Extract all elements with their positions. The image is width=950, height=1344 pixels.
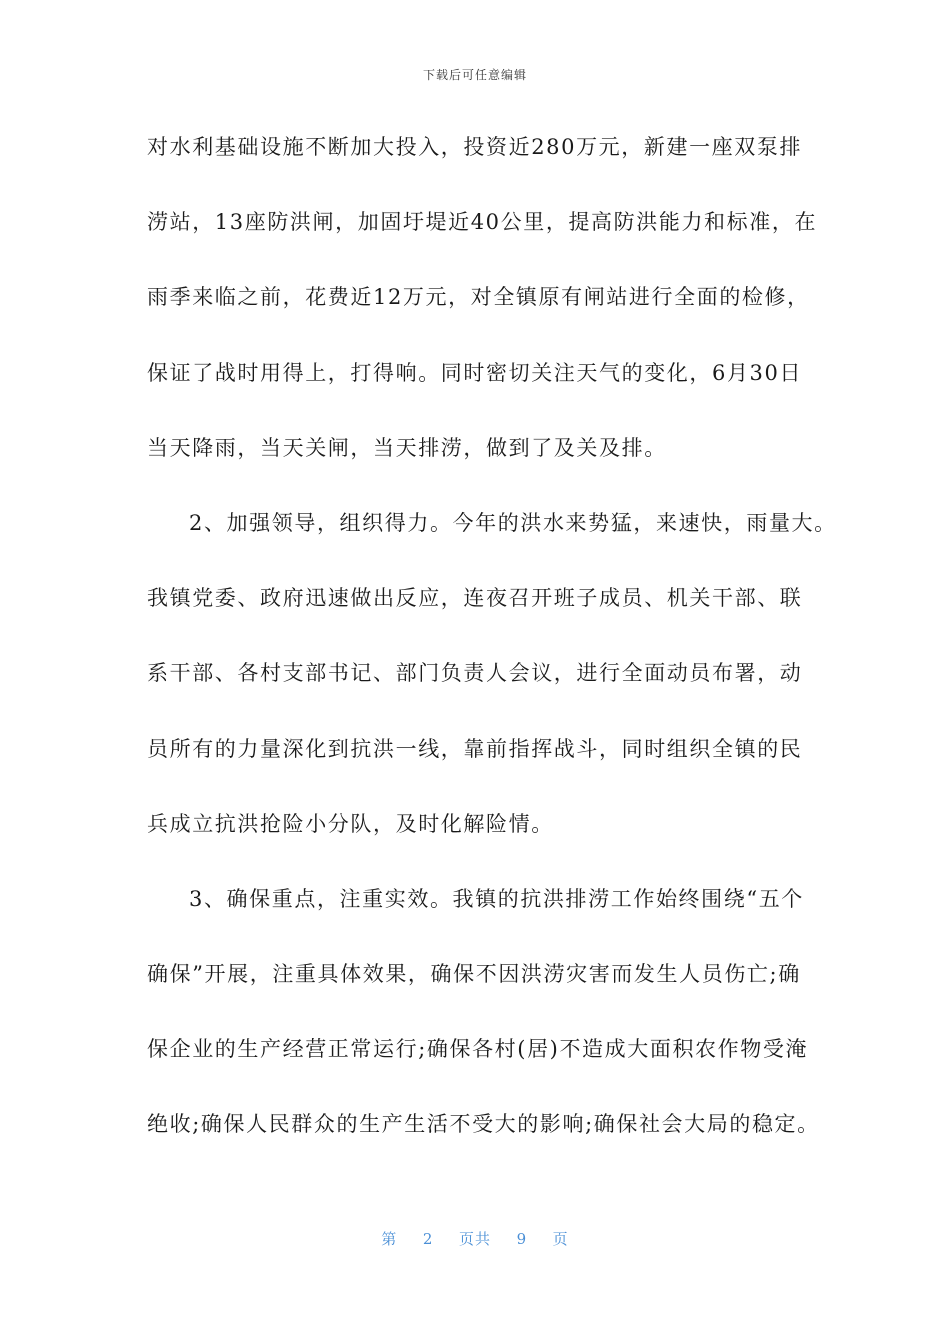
document-body <box>147 128 837 1181</box>
footer-middle: 页共 <box>458 1230 491 1248</box>
current-page-number: 2 <box>422 1230 434 1248</box>
footer-prefix: 第 <box>381 1230 398 1248</box>
body-line: 涝站，13座防洪闸，加固圩堤近40公里，提高防洪能力和标准，在 <box>147 210 818 235</box>
body-line: 员所有的力量深化到抗洪一线，靠前指挥战斗，同时组织全镇的民 <box>147 736 803 761</box>
body-line: 兵成立抗洪抢险小分队，及时化解险情。 <box>147 811 554 836</box>
body-line: 对水利基础设施不断加大投入，投资近280万元，新建一座双泵排 <box>147 135 803 159</box>
body-line: 保企业的生产经营正常运行;确保各村(居)不造成大面积农作物受淹 <box>147 1037 809 1062</box>
paragraph-start-line: 3、确保重点，注重实效。我镇的抗洪排涝工作始终围绕“五个 <box>189 886 804 911</box>
total-pages-number: 9 <box>516 1230 528 1248</box>
body-line: 雨季来临之前，花费近12万元，对全镇原有闸站进行全面的检修， <box>147 285 810 310</box>
body-line: 确保”开展，注重具体效果，确保不因洪涝灾害而发生人员伤亡;确 <box>147 962 801 987</box>
body-line: 当天降雨，当天关闸，当天排涝，做到了及关及排。 <box>147 435 667 460</box>
paragraph-start-line: 2、加强领导，组织得力。今年的洪水来势猛，来速快，雨量大。 <box>189 510 837 535</box>
body-line: 系干部、各村支部书记、部门负责人会议，进行全面动员布署，动 <box>147 661 803 686</box>
header-note: 下载后可任意编辑 <box>422 68 527 82</box>
footer-suffix: 页 <box>552 1230 569 1248</box>
body-line: 保证了战时用得上，打得响。同时密切关注天气的变化，6月30日 <box>147 360 803 385</box>
page-footer <box>0 1228 950 1249</box>
body-line: 我镇党委、政府迅速做出反应，连夜召开班子成员、机关干部、联 <box>147 586 803 611</box>
body-line: 绝收;确保人民群众的生产生活不受大的影响;确保社会大局的稳定。 <box>147 1112 820 1137</box>
